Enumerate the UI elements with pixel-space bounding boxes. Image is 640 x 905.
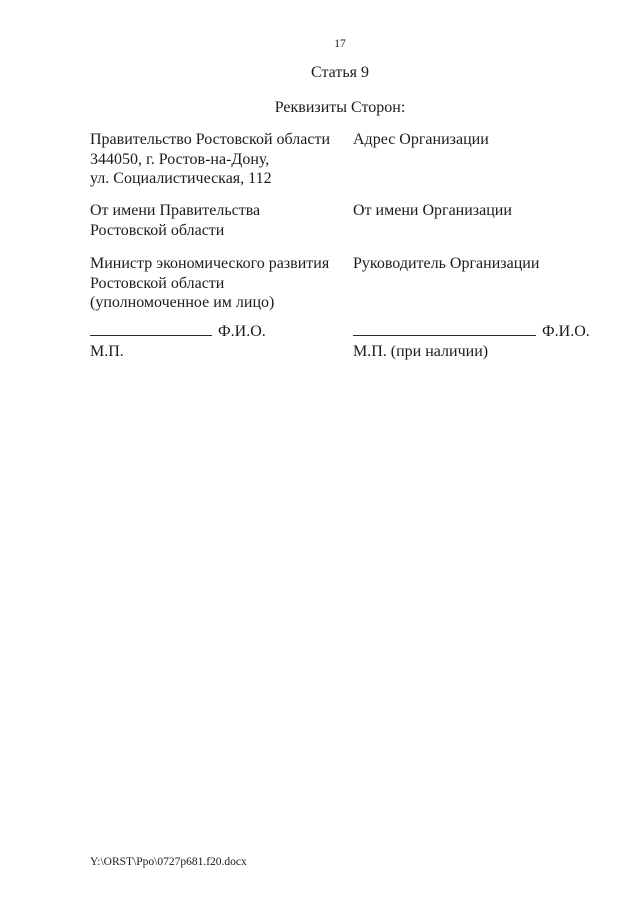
page-content xyxy=(0,0,640,361)
right-seal-label: М.П. (при наличии) xyxy=(353,342,489,360)
left-signatory-block xyxy=(90,254,353,313)
left-signature-line xyxy=(90,321,212,336)
right-signature-block xyxy=(353,321,590,361)
left-party-address-block xyxy=(90,130,353,189)
left-on-behalf-line1: От имени Правительства xyxy=(90,201,261,219)
left-party-city: 344050, г. Ростов-на-Дону, xyxy=(90,150,270,168)
left-signature-block xyxy=(90,321,353,361)
right-fio-label: Ф.И.О. xyxy=(542,322,590,340)
left-seal-label: М.П. xyxy=(90,342,124,360)
page-number: 17 xyxy=(334,38,346,50)
right-signatory-block xyxy=(353,254,590,274)
document-file-path: Y:\ORST\Ppo\0727p681.f20.docx xyxy=(90,856,247,868)
row-address xyxy=(90,130,590,189)
article-title: Статья 9 xyxy=(311,64,369,81)
right-on-behalf-line1: От имени Организации xyxy=(353,201,512,219)
right-signature-row xyxy=(353,321,590,342)
right-signatory-line1: Руководитель Организации xyxy=(353,255,540,273)
row-signatory xyxy=(90,254,590,313)
right-on-behalf-block xyxy=(353,201,590,221)
left-signatory-line1: Министр экономического развития xyxy=(90,255,330,273)
left-on-behalf-block xyxy=(90,201,353,240)
right-signature-line xyxy=(353,321,536,336)
left-signature-row xyxy=(90,321,353,342)
left-on-behalf-line2: Ростовской области xyxy=(90,221,225,239)
left-signatory-line2: Ростовской области xyxy=(90,274,225,292)
left-fio-label: Ф.И.О. xyxy=(218,322,266,340)
row-on-behalf xyxy=(90,201,590,240)
requisites-heading: Реквизиты Сторон: xyxy=(274,98,406,116)
right-party-address-label: Адрес Организации xyxy=(353,131,489,149)
left-party-name: Правительство Ростовской области xyxy=(90,131,331,149)
row-signatures xyxy=(90,321,590,361)
left-party-street: ул. Социалистическая, 112 xyxy=(90,170,272,188)
right-party-address-block xyxy=(353,130,590,150)
left-signatory-line3: (уполномоченное им лицо) xyxy=(90,294,275,312)
